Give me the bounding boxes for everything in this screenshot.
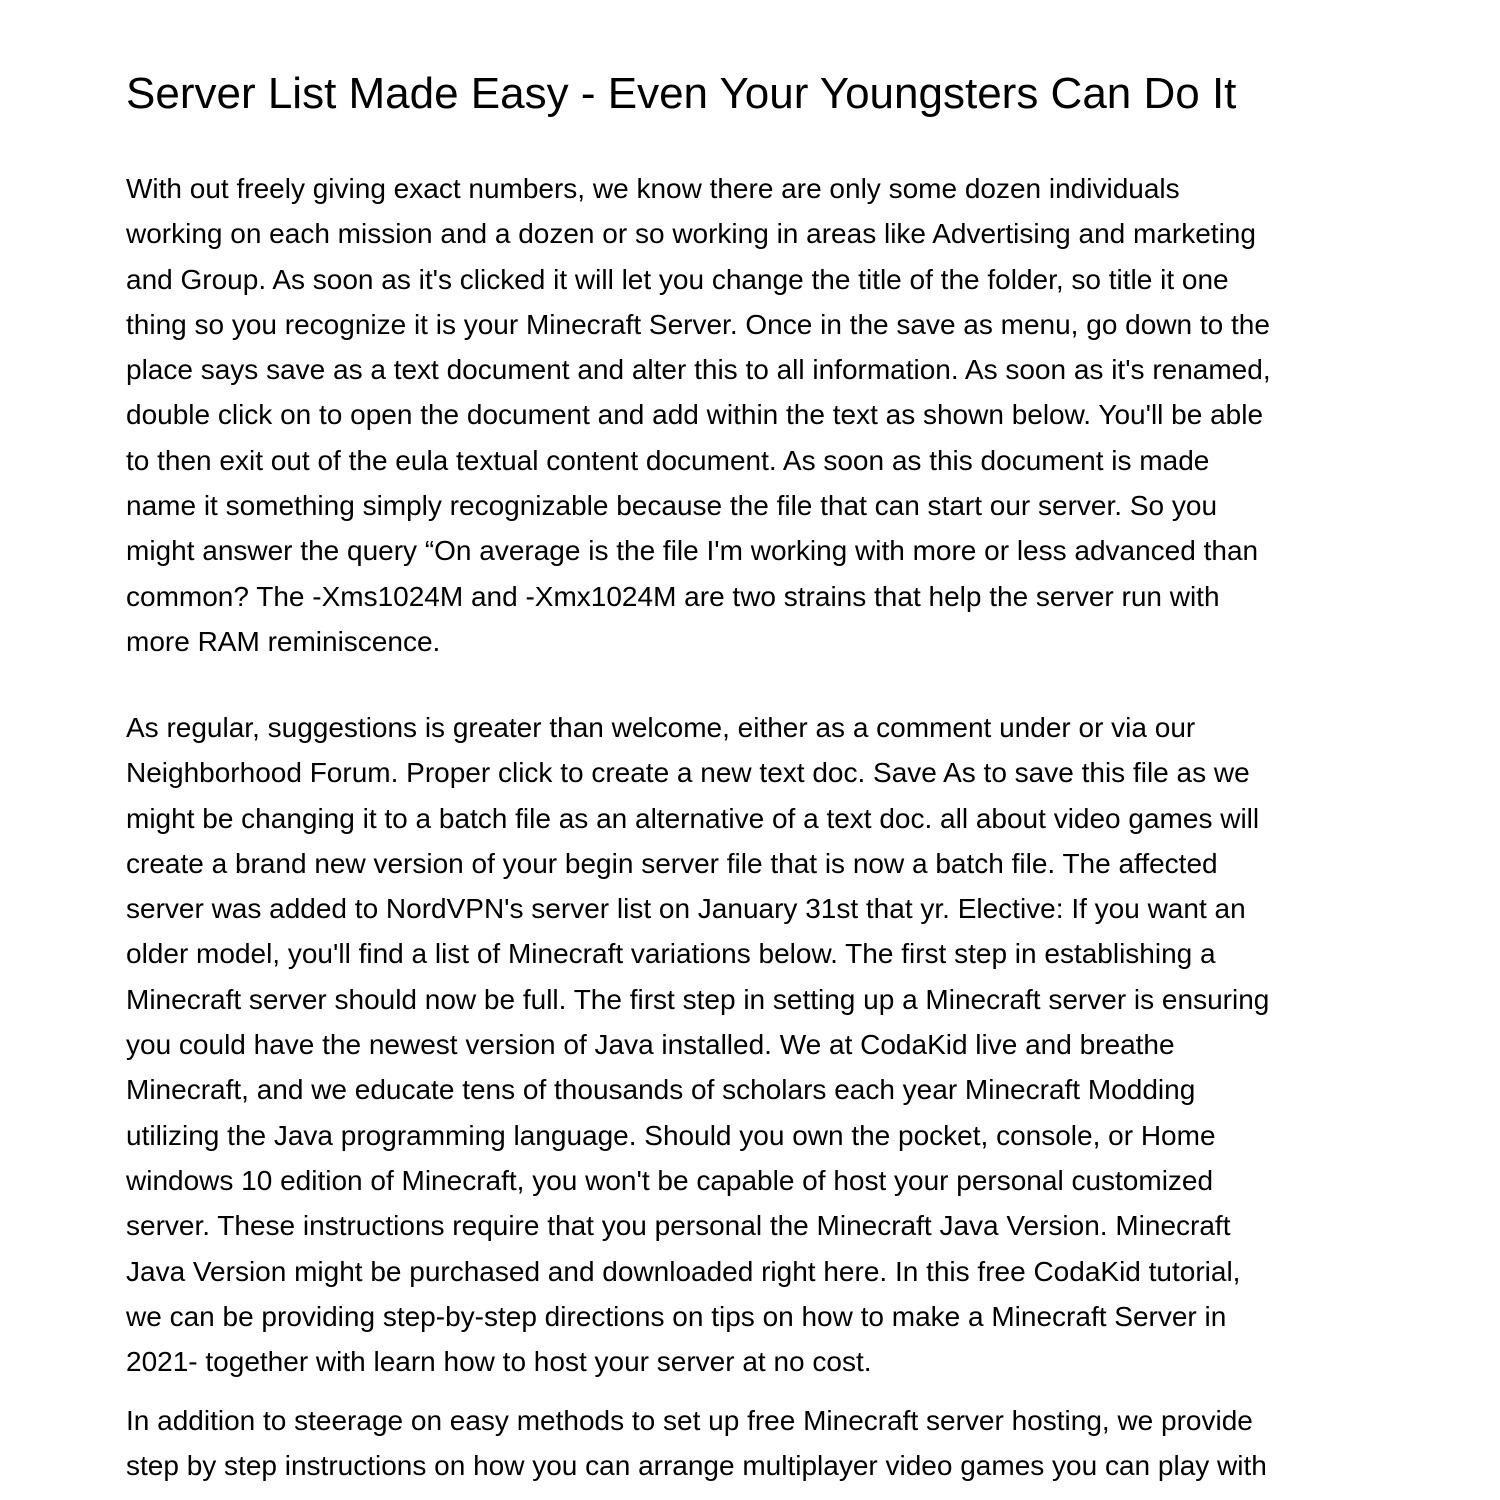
text-line: server was added to NordVPN's server list on January 31st that yr. Elective: If you want an <box>126 893 1246 925</box>
text-line: windows 10 edition of Minecraft, you won't be capable of host your personal customized <box>126 1164 1214 1196</box>
text-line: name it something simply recognizable because the file that can start our server. So you <box>126 490 1218 522</box>
text-line: Minecraft, and we educate tens of thousands of scholars each year Minecraft Modding <box>126 1074 1196 1106</box>
paragraph-1 <box>126 166 1376 664</box>
text-line: you could have the newest version of Java installed. We at CodaKid live and breathe <box>126 1029 1175 1061</box>
text-line: place says save as a text document and alter this to all information. As soon as it's renamed, <box>126 354 1271 386</box>
text-line: Neighborhood Forum. Proper click to create a new text doc. Save As to save this file as we <box>126 757 1250 789</box>
text-line: working on each mission and a dozen or so working in areas like Advertising and marketing <box>126 218 1256 250</box>
text-line: utilizing the Java programming language. Should you own the pocket, console, or Home <box>126 1119 1216 1151</box>
text-line: thing so you recognize it is your Minecraft Server. Once in the save as menu, go down to the <box>126 308 1270 340</box>
text-line: server. These instructions require that you personal the Minecraft Java Version. Minecraft <box>126 1210 1231 1242</box>
document-page <box>126 0 1376 1500</box>
text-line: Java Version might be purchased and downloaded right here. In this free CodaKid tutorial, <box>126 1255 1241 1287</box>
text-line: In addition to steerage on easy methods to set up free Minecraft server hosting, we provide <box>126 1405 1253 1436</box>
text-line: more RAM reminiscence. <box>126 625 441 657</box>
text-line: step by step instructions on how you can arrange multiplayer video games you can play with <box>126 1450 1267 1482</box>
text-line: to then exit out of the eula textual content document. As soon as this document is made <box>126 444 1210 476</box>
text-line: With out freely giving exact numbers, we know there are only some dozen individuals <box>126 173 1180 204</box>
text-line: and Group. As soon as it's clicked it will let you change the title of the folder, so title it one <box>126 263 1229 295</box>
text-line: we can be providing step-by-step directions on tips on how to make a Minecraft Server in <box>126 1300 1227 1332</box>
text-line: might answer the query “On average is the file I'm working with more or less advanced than <box>126 535 1259 567</box>
paragraph-3 <box>126 1398 1376 1489</box>
text-line: Minecraft server should now be full. The first step in setting up a Minecraft server is ensuring <box>126 983 1270 1015</box>
text-line: create a brand new version of your begin server file that is now a batch file. The affected <box>126 847 1218 879</box>
text-line: common? The -Xms1024M and -Xmx1024M are two strains that help the server run with <box>126 580 1220 612</box>
document-title: Server List Made Easy - Even Your Youngsters Can Do It <box>126 69 1237 118</box>
text-line: 2021- together with learn how to host your server at no cost. <box>126 1346 872 1378</box>
paragraph-2 <box>126 705 1376 1384</box>
text-line: older model, you'll find a list of Minecraft variations below. The first step in establishing a <box>126 938 1216 970</box>
text-line: double click on to open the document and add within the text as shown below. You'll be able <box>126 399 1264 431</box>
text-line: might be changing it to a batch file as an alternative of a text doc. all about video games will <box>126 802 1260 834</box>
text-line: As regular, suggestions is greater than welcome, either as a comment under or via our <box>126 712 1196 743</box>
